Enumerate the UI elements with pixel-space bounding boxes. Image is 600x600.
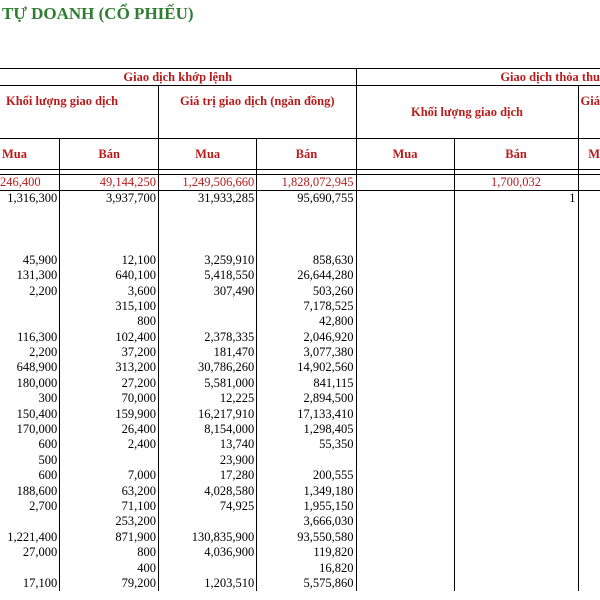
sell-volume-cell: 102,400 bbox=[60, 330, 159, 345]
negotiated-volume-header: Khối lượng giao dịch bbox=[356, 86, 578, 139]
sell-volume-cell: 70,000 bbox=[60, 391, 159, 406]
buy-volume-header: Mua bbox=[0, 139, 60, 170]
sell-volume-cell bbox=[60, 222, 159, 237]
sell-value-cell: 95,690,755 bbox=[257, 191, 356, 207]
buy-volume-cell: 600 bbox=[0, 468, 60, 483]
negotiated-buy-cell bbox=[356, 253, 454, 268]
sell-volume-cell: 313,200 bbox=[60, 360, 159, 375]
sell-volume-cell: 159,900 bbox=[60, 406, 159, 421]
sell-value-cell bbox=[257, 453, 356, 468]
sell-value-cell: 858,630 bbox=[257, 253, 356, 268]
buy-value-cell: 3,259,910 bbox=[159, 253, 257, 268]
negotiated-buy-cell bbox=[356, 345, 454, 360]
buy-volume-cell bbox=[0, 237, 60, 252]
sell-value-cell: 42,800 bbox=[257, 314, 356, 329]
negotiated-value-header: Giá bbox=[578, 86, 600, 139]
value-header: Giá trị giao dịch (ngàn đồng) bbox=[159, 86, 356, 139]
sell-value-cell: 26,644,280 bbox=[257, 268, 356, 283]
table-row bbox=[0, 499, 600, 514]
negotiated-buy-cell bbox=[356, 283, 454, 298]
buy-value-cell: 23,900 bbox=[159, 453, 257, 468]
negotiated-sell-cell bbox=[454, 222, 578, 237]
buy-volume-cell: 17,100 bbox=[0, 576, 60, 591]
buy-value-cell: 17,280 bbox=[159, 468, 257, 483]
buy-volume-cell: 180,000 bbox=[0, 376, 60, 391]
sell-value-cell bbox=[257, 222, 356, 237]
buy-volume-cell bbox=[0, 222, 60, 237]
negotiated-value-buy-header: M bbox=[578, 139, 600, 170]
table-row bbox=[0, 253, 600, 268]
table-row bbox=[0, 330, 600, 345]
negotiated-buy-cell bbox=[356, 391, 454, 406]
negotiated-buy-cell bbox=[356, 437, 454, 452]
negotiated-buy-cell bbox=[356, 222, 454, 237]
negotiated-buy-cell bbox=[356, 483, 454, 498]
sell-volume-cell bbox=[60, 237, 159, 252]
table-row bbox=[0, 437, 600, 452]
buy-volume-cell: 45,900 bbox=[0, 253, 60, 268]
negotiated-buy-cell bbox=[356, 191, 454, 207]
sell-volume-cell: 12,100 bbox=[60, 253, 159, 268]
table-row bbox=[0, 468, 600, 483]
table-row bbox=[0, 483, 600, 498]
buy-value-cell: 74,925 bbox=[159, 499, 257, 514]
buy-volume-cell: 1,316,300 bbox=[0, 191, 60, 207]
section-matched-header: Giao dịch khớp lệnh bbox=[0, 69, 356, 86]
buy-value-cell: 130,835,900 bbox=[159, 530, 257, 545]
buy-volume-cell: 600 bbox=[0, 437, 60, 452]
sell-volume-cell: 871,900 bbox=[60, 530, 159, 545]
buy-volume-cell: 2,700 bbox=[0, 499, 60, 514]
table-row bbox=[0, 406, 600, 421]
sell-value-cell: 2,046,920 bbox=[257, 330, 356, 345]
table-row bbox=[0, 360, 600, 375]
negotiated-buy-cell bbox=[356, 453, 454, 468]
negotiated-buy-cell bbox=[356, 499, 454, 514]
sell-volume-cell: 26,400 bbox=[60, 422, 159, 437]
negotiated-buy-cell bbox=[356, 206, 454, 221]
sell-value-cell: 7,178,525 bbox=[257, 299, 356, 314]
buy-value-cell: 1,203,510 bbox=[159, 576, 257, 591]
buy-volume-cell: 300 bbox=[0, 391, 60, 406]
buy-value-cell: 5,418,550 bbox=[159, 268, 257, 283]
total-sell-volume: 49,144,250 bbox=[60, 175, 159, 191]
buy-volume-cell: 188,600 bbox=[0, 483, 60, 498]
sell-value-cell: 93,550,580 bbox=[257, 530, 356, 545]
negotiated-buy-cell bbox=[356, 545, 454, 560]
negotiated-buy-cell bbox=[356, 406, 454, 421]
negotiated-sell-cell bbox=[454, 268, 578, 283]
column-group-header-row bbox=[0, 86, 600, 139]
total-negotiated-sell-volume: 1,700,032 bbox=[454, 175, 578, 191]
table-row bbox=[0, 191, 600, 207]
buy-volume-cell bbox=[0, 560, 60, 575]
table-row bbox=[0, 283, 600, 298]
buy-value-cell bbox=[159, 560, 257, 575]
buy-volume-cell bbox=[0, 514, 60, 529]
negotiated-buy-cell bbox=[356, 530, 454, 545]
section-header-row bbox=[0, 69, 600, 86]
sell-volume-cell: 7,000 bbox=[60, 468, 159, 483]
buy-value-cell: 181,470 bbox=[159, 345, 257, 360]
negotiated-buy-cell bbox=[356, 576, 454, 591]
sell-volume-cell: 27,200 bbox=[60, 376, 159, 391]
buy-value-cell: 8,154,000 bbox=[159, 422, 257, 437]
sell-value-cell: 841,115 bbox=[257, 376, 356, 391]
buy-value-cell: 5,581,000 bbox=[159, 376, 257, 391]
negotiated-sell-cell bbox=[454, 253, 578, 268]
sell-value-cell: 5,575,860 bbox=[257, 576, 356, 591]
table-row bbox=[0, 345, 600, 360]
negotiated-sell-cell bbox=[454, 499, 578, 514]
negotiated-sell-cell bbox=[454, 345, 578, 360]
sell-value-cell: 1,349,180 bbox=[257, 483, 356, 498]
table-row bbox=[0, 268, 600, 283]
negotiated-sell-cell bbox=[454, 376, 578, 391]
table-row bbox=[0, 545, 600, 560]
buy-volume-cell: 1,221,400 bbox=[0, 530, 60, 545]
total-negotiated-buy-volume bbox=[356, 175, 454, 191]
buy-volume-cell: 131,300 bbox=[0, 268, 60, 283]
negotiated-sell-cell bbox=[454, 576, 578, 591]
buy-value-cell: 30,786,260 bbox=[159, 360, 257, 375]
sell-value-cell: 1,298,405 bbox=[257, 422, 356, 437]
table-row bbox=[0, 299, 600, 314]
sell-value-cell: 17,133,410 bbox=[257, 406, 356, 421]
negotiated-sell-cell bbox=[454, 530, 578, 545]
negotiated-sell-cell bbox=[454, 560, 578, 575]
sell-volume-cell: 37,200 bbox=[60, 345, 159, 360]
table-row bbox=[0, 391, 600, 406]
negotiated-buy-header: Mua bbox=[356, 139, 454, 170]
buy-value-cell bbox=[159, 206, 257, 221]
negotiated-sell-cell bbox=[454, 545, 578, 560]
sell-volume-cell: 3,937,700 bbox=[60, 191, 159, 207]
buy-value-cell: 4,028,580 bbox=[159, 483, 257, 498]
negotiated-buy-cell bbox=[356, 360, 454, 375]
negotiated-sell-header: Bán bbox=[454, 139, 578, 170]
negotiated-buy-cell bbox=[356, 376, 454, 391]
table-row bbox=[0, 530, 600, 545]
sell-value-cell: 16,820 bbox=[257, 560, 356, 575]
negotiated-sell-cell bbox=[454, 422, 578, 437]
table-row bbox=[0, 376, 600, 391]
table-row bbox=[0, 576, 600, 591]
sell-value-header: Bán bbox=[257, 139, 356, 170]
sell-volume-cell: 640,100 bbox=[60, 268, 159, 283]
buy-value-cell: 2,378,335 bbox=[159, 330, 257, 345]
proprietary-trading-table bbox=[0, 68, 600, 591]
buy-volume-cell: 170,000 bbox=[0, 422, 60, 437]
buy-volume-cell bbox=[0, 314, 60, 329]
negotiated-sell-cell bbox=[454, 437, 578, 452]
total-sell-value: 1,828,072,945 bbox=[257, 175, 356, 191]
negotiated-sell-cell bbox=[454, 237, 578, 252]
sell-volume-cell: 800 bbox=[60, 314, 159, 329]
negotiated-buy-cell bbox=[356, 422, 454, 437]
buy-volume-cell: 2,200 bbox=[0, 283, 60, 298]
negotiated-sell-cell bbox=[454, 283, 578, 298]
buy-value-cell bbox=[159, 237, 257, 252]
negotiated-buy-cell bbox=[356, 299, 454, 314]
negotiated-sell-cell bbox=[454, 314, 578, 329]
buy-value-cell bbox=[159, 514, 257, 529]
buy-volume-cell: 116,300 bbox=[0, 330, 60, 345]
negotiated-sell-cell bbox=[454, 468, 578, 483]
negotiated-buy-cell bbox=[356, 560, 454, 575]
sell-volume-cell: 63,200 bbox=[60, 483, 159, 498]
buy-value-cell: 307,490 bbox=[159, 283, 257, 298]
sell-value-cell: 200,555 bbox=[257, 468, 356, 483]
negotiated-buy-cell bbox=[356, 237, 454, 252]
section-negotiated-header: Giao dịch thỏa thu bbox=[356, 69, 600, 86]
sell-volume-cell: 400 bbox=[60, 560, 159, 575]
sell-value-cell: 1,955,150 bbox=[257, 499, 356, 514]
negotiated-buy-cell bbox=[356, 330, 454, 345]
volume-header: Khối lượng giao dịch bbox=[0, 86, 159, 139]
negotiated-sell-cell bbox=[454, 483, 578, 498]
table-row bbox=[0, 222, 600, 237]
buy-volume-cell bbox=[0, 299, 60, 314]
sell-value-cell: 2,894,500 bbox=[257, 391, 356, 406]
buy-value-cell: 12,225 bbox=[159, 391, 257, 406]
total-buy-value: 1,249,506,660 bbox=[159, 175, 257, 191]
table-row bbox=[0, 422, 600, 437]
negotiated-sell-cell bbox=[454, 330, 578, 345]
buy-volume-cell: 150,400 bbox=[0, 406, 60, 421]
buy-volume-cell: 500 bbox=[0, 453, 60, 468]
sell-value-cell: 503,260 bbox=[257, 283, 356, 298]
buy-value-cell bbox=[159, 299, 257, 314]
sell-volume-cell bbox=[60, 206, 159, 221]
negotiated-buy-cell bbox=[356, 314, 454, 329]
negotiated-buy-cell bbox=[356, 468, 454, 483]
table-row bbox=[0, 453, 600, 468]
negotiated-sell-cell bbox=[454, 206, 578, 221]
buy-volume-cell: 27,000 bbox=[0, 545, 60, 560]
buy-value-header: Mua bbox=[159, 139, 257, 170]
sell-volume-header: Bán bbox=[60, 139, 159, 170]
sell-volume-cell: 253,200 bbox=[60, 514, 159, 529]
buy-value-cell bbox=[159, 314, 257, 329]
sell-value-cell: 3,666,030 bbox=[257, 514, 356, 529]
buy-value-cell: 4,036,900 bbox=[159, 545, 257, 560]
table-row bbox=[0, 514, 600, 529]
total-buy-volume: 246,400 bbox=[0, 175, 60, 191]
sell-volume-cell: 79,200 bbox=[60, 576, 159, 591]
page-title: TỰ DOANH (CỔ PHIẾU) bbox=[2, 4, 194, 23]
negotiated-sell-cell bbox=[454, 406, 578, 421]
negotiated-sell-cell bbox=[454, 299, 578, 314]
sell-volume-cell: 71,100 bbox=[60, 499, 159, 514]
sell-value-cell: 14,902,560 bbox=[257, 360, 356, 375]
buy-value-cell: 13,740 bbox=[159, 437, 257, 452]
negotiated-sell-cell bbox=[454, 360, 578, 375]
table-row bbox=[0, 314, 600, 329]
buy-volume-cell bbox=[0, 206, 60, 221]
table-row bbox=[0, 237, 600, 252]
negotiated-sell-cell bbox=[454, 514, 578, 529]
buy-value-cell bbox=[159, 222, 257, 237]
sell-volume-cell: 2,400 bbox=[60, 437, 159, 452]
table-row bbox=[0, 206, 600, 221]
buy-volume-cell: 648,900 bbox=[0, 360, 60, 375]
sell-volume-cell: 315,100 bbox=[60, 299, 159, 314]
sell-value-cell bbox=[257, 206, 356, 221]
buy-sell-header-row bbox=[0, 139, 600, 170]
sell-volume-cell: 3,600 bbox=[60, 283, 159, 298]
sell-volume-cell bbox=[60, 453, 159, 468]
sell-value-cell: 55,350 bbox=[257, 437, 356, 452]
table-row bbox=[0, 560, 600, 575]
sell-value-cell: 3,077,380 bbox=[257, 345, 356, 360]
sell-value-cell: 119,820 bbox=[257, 545, 356, 560]
totals-row bbox=[0, 175, 600, 191]
buy-value-cell: 16,217,910 bbox=[159, 406, 257, 421]
sell-volume-cell: 800 bbox=[60, 545, 159, 560]
negotiated-sell-cell bbox=[454, 453, 578, 468]
sell-value-cell bbox=[257, 237, 356, 252]
buy-volume-cell: 2,200 bbox=[0, 345, 60, 360]
negotiated-sell-cell bbox=[454, 391, 578, 406]
negotiated-buy-cell bbox=[356, 268, 454, 283]
negotiated-sell-cell: 1 bbox=[454, 191, 578, 207]
buy-value-cell: 31,933,285 bbox=[159, 191, 257, 207]
negotiated-buy-cell bbox=[356, 514, 454, 529]
